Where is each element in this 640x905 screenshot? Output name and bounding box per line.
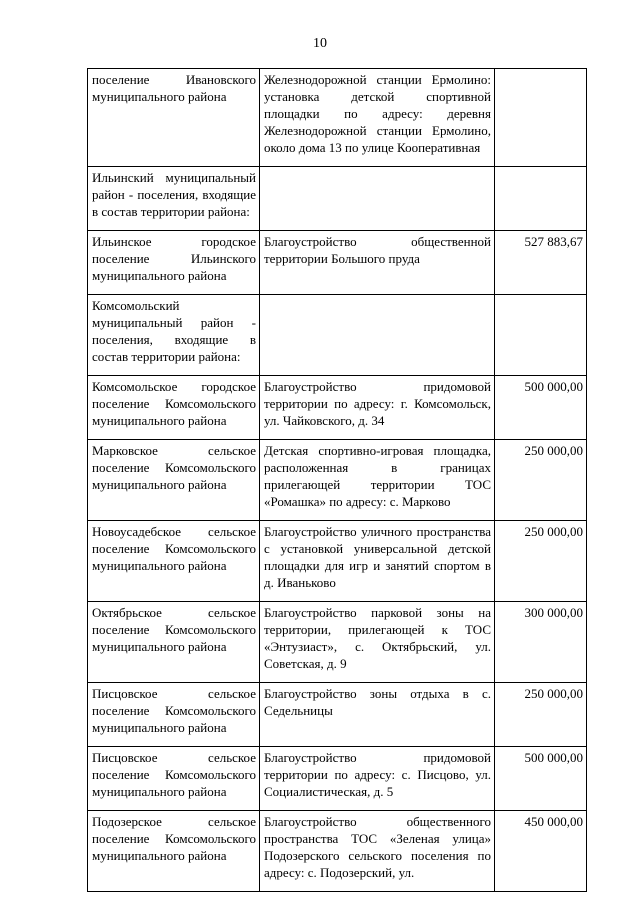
table-row	[88, 69, 587, 167]
table-row	[88, 231, 587, 295]
table-row	[88, 295, 587, 376]
amount-cell	[495, 167, 587, 231]
amount-cell: 250 000,00	[495, 440, 587, 521]
table-row	[88, 811, 587, 892]
municipality-cell: Подозерское сельское поселение Комсомольского муниципального района	[88, 811, 260, 892]
project-cell: Благоустройство придомовой территории по адресу: с. Писцово, ул. Социалистическая, д. 5	[260, 747, 495, 811]
amount-cell: 250 000,00	[495, 521, 587, 602]
project-cell: Благоустройство парковой зоны на территории, прилегающей к ТОС «Энтузиаст», с. Октябрьский, ул. Советская, д. 9	[260, 602, 495, 683]
project-cell	[260, 295, 495, 376]
municipality-cell: Марковское сельское поселение Комсомольского муниципального района	[88, 440, 260, 521]
project-cell: Железнодорожной станции Ермолино: установка детской спортивной площадки по адресу: деревня Железнодорожной станции Ермолино, около дома 13 по улице Кооперативная	[260, 69, 495, 167]
amount-cell: 300 000,00	[495, 602, 587, 683]
municipality-cell: Октябрьское сельское поселение Комсомольского муниципального района	[88, 602, 260, 683]
table-row	[88, 747, 587, 811]
project-cell: Благоустройство общественной территории Большого пруда	[260, 231, 495, 295]
table-row	[88, 376, 587, 440]
project-cell: Детская спортивно-игровая площадка, расположенная в границах прилегающей территории ТОС «Ромашка» по адресу: с. Марково	[260, 440, 495, 521]
amount-cell: 500 000,00	[495, 376, 587, 440]
funding-table	[87, 68, 587, 892]
municipality-cell: поселение Ивановского муниципального района	[88, 69, 260, 167]
amount-cell: 250 000,00	[495, 683, 587, 747]
table-row	[88, 440, 587, 521]
table-row	[88, 602, 587, 683]
project-cell: Благоустройство общественного пространства ТОС «Зеленая улица» Подозерского сельского поселения по адресу: с. Подозерский, ул.	[260, 811, 495, 892]
municipality-cell: Ильинский муниципальный район - поселения, входящие в состав территории района:	[88, 167, 260, 231]
amount-cell: 500 000,00	[495, 747, 587, 811]
municipality-cell: Писцовское сельское поселение Комсомольского муниципального района	[88, 747, 260, 811]
municipality-cell: Комсомольский муниципальный район - поселения, входящие в состав территории района:	[88, 295, 260, 376]
amount-cell	[495, 69, 587, 167]
amount-cell: 527 883,67	[495, 231, 587, 295]
table-row	[88, 167, 587, 231]
municipality-cell: Комсомольское городское поселение Комсомольского муниципального района	[88, 376, 260, 440]
municipality-cell: Писцовское сельское поселение Комсомольского муниципального района	[88, 683, 260, 747]
page-number: 10	[313, 36, 327, 51]
project-cell: Благоустройство зоны отдыха в с. Седельницы	[260, 683, 495, 747]
table-row	[88, 683, 587, 747]
municipality-cell: Новоусадебское сельское поселение Комсомольского муниципального района	[88, 521, 260, 602]
amount-cell	[495, 295, 587, 376]
project-cell: Благоустройство придомовой территории по адресу: г. Комсомольск, ул. Чайковского, д. 34	[260, 376, 495, 440]
amount-cell: 450 000,00	[495, 811, 587, 892]
project-cell	[260, 167, 495, 231]
municipality-cell: Ильинское городское поселение Ильинского муниципального района	[88, 231, 260, 295]
project-cell: Благоустройство уличного пространства с установкой универсальной детской площадки для игр и занятий спортом в д. Иваньково	[260, 521, 495, 602]
table-row	[88, 521, 587, 602]
